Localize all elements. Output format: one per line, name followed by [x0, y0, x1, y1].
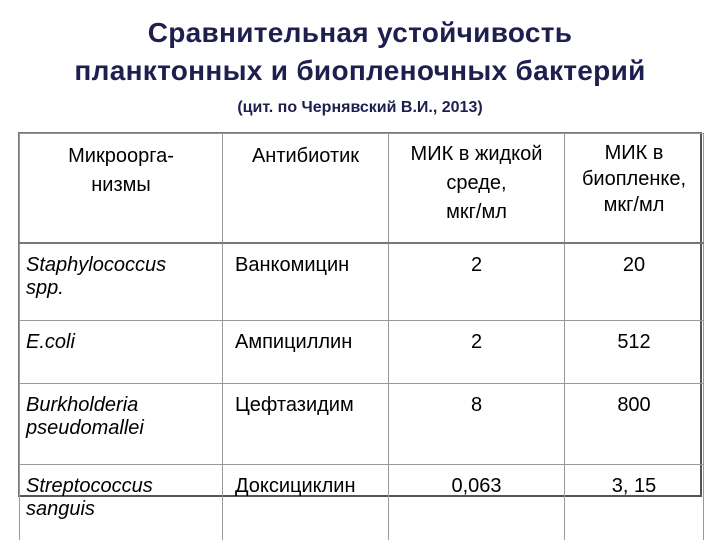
slide-title-line-2: планктонных и биопленочных бактерий: [74, 55, 646, 86]
header-mic-liquid-line: мкг/мл: [446, 201, 507, 223]
cell-antibiotic: Ванкомицин: [223, 243, 389, 321]
organism-line: Staphylococcus: [26, 254, 167, 276]
cell-mic-liquid: 8: [389, 384, 565, 465]
cell-organism: [20, 243, 223, 321]
header-mic-biofilm: [565, 134, 704, 244]
cell-mic-biofilm: 3, 15: [565, 465, 704, 540]
cell-mic-liquid: 0,063: [389, 465, 565, 540]
table-row: [20, 384, 704, 465]
header-mic-biofilm-line: мкг/мл: [603, 194, 665, 216]
cell-mic-biofilm: 800: [565, 384, 704, 465]
slide-title-line-1: Сравнительная устойчивость: [147, 17, 573, 48]
cell-mic-liquid: 2: [389, 321, 565, 384]
header-organisms-line: Микроорга-: [68, 145, 174, 167]
header-organisms-line: низмы: [91, 174, 151, 196]
organism-line: Burkholderia: [26, 394, 139, 416]
header-mic-liquid-line: МИК в жидкой: [410, 143, 543, 165]
header-antibiotic: Антибиотик: [223, 134, 389, 244]
table-header-row: [20, 134, 704, 244]
header-mic-biofilm-line: биопленке,: [581, 168, 687, 190]
table-row: [20, 465, 704, 540]
header-mic-biofilm-line: МИК в: [604, 142, 664, 164]
organism-line: spp.: [26, 277, 64, 299]
organism-line: sanguis: [26, 498, 95, 520]
organism-line: Streptococcus: [26, 475, 153, 497]
organism-line: pseudomallei: [26, 417, 144, 439]
cell-organism: [20, 465, 223, 540]
cell-antibiotic: Доксициклин: [223, 465, 389, 540]
table-row: [20, 321, 704, 384]
cell-organism: [20, 321, 223, 384]
cell-mic-biofilm: 512: [565, 321, 704, 384]
slide-subtitle: (цит. по Чернявский В.И., 2013): [237, 99, 483, 116]
cell-antibiotic: Цефтазидим: [223, 384, 389, 465]
slide-header: [0, 14, 720, 118]
cell-mic-liquid: 2: [389, 243, 565, 321]
cell-mic-biofilm: 20: [565, 243, 704, 321]
table-row: [20, 243, 704, 321]
cell-antibiotic: Ампициллин: [223, 321, 389, 384]
cell-organism: [20, 384, 223, 465]
organism-line: E.coli: [26, 331, 75, 353]
header-organisms: [20, 134, 223, 244]
header-mic-liquid: [389, 134, 565, 244]
header-mic-liquid-line: среде,: [446, 172, 507, 194]
comparison-table: [18, 132, 702, 520]
